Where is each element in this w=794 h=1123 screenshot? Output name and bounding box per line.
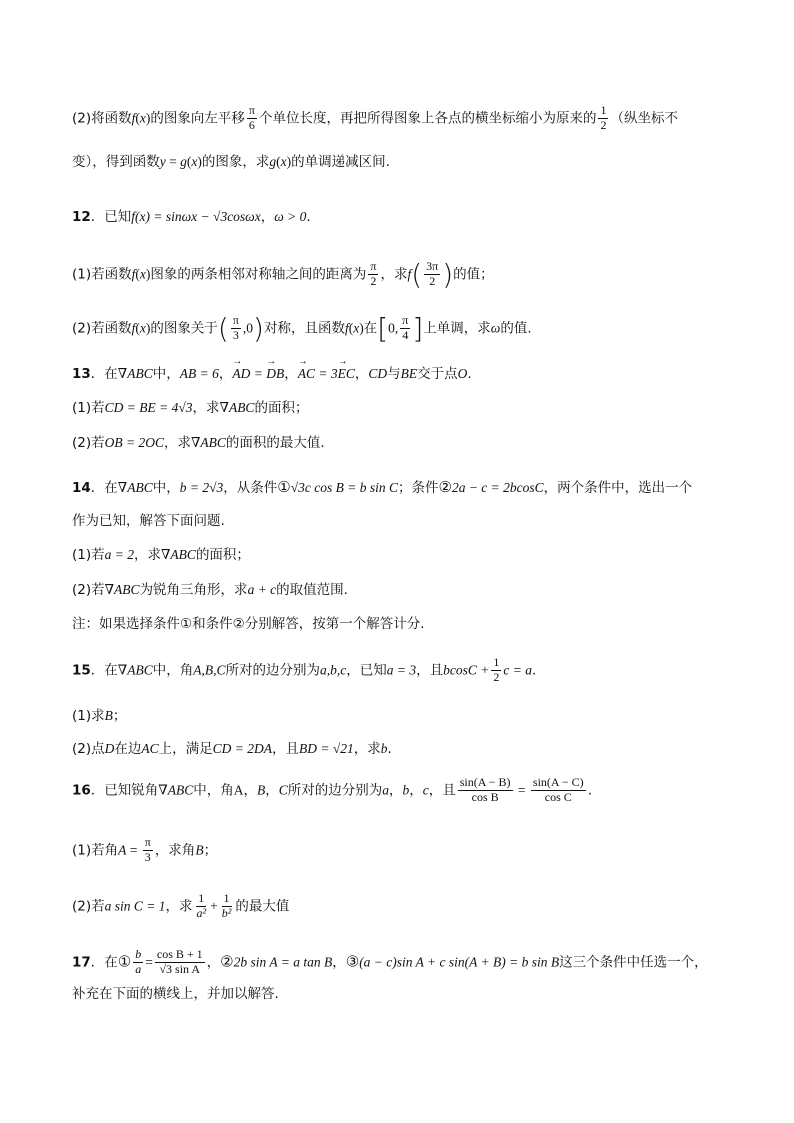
question-number: 12 — [72, 209, 91, 225]
q12-comma: ， — [260, 209, 275, 225]
question-number: 14 — [72, 480, 91, 496]
q16-part1-text-a: (1)若角 — [72, 842, 119, 859]
q16-part2-text-c: 的最大值 — [235, 898, 290, 915]
q12-part2-text-e: 上单调，求 — [423, 320, 491, 337]
q13-part1 — [72, 396, 308, 416]
q14-part1-cond: a = 2 — [104, 547, 134, 562]
q13-text-g: 与 — [387, 366, 401, 382]
q16-part1-text-b: ，求角 — [154, 842, 196, 859]
q13-text-e: ， — [354, 366, 369, 382]
q16-side-a: a — [382, 782, 389, 798]
q14-part1-text-b: ，求 — [134, 547, 161, 563]
q15-part2-text-e: ，且 — [272, 741, 299, 757]
q15-cond-f1: bcosC + — [443, 662, 490, 678]
q15-text-c: 所对的边分别为 — [225, 662, 320, 679]
q14-part1-text-a: (1)若 — [72, 547, 105, 563]
q16-text-a: ．已知锐角 — [90, 782, 159, 799]
q15-period: . — [387, 741, 392, 757]
q11-part2-text-a: (2)将函数 — [72, 110, 132, 127]
q13-stem — [72, 362, 472, 382]
q16-stem: 16．已知锐角∇ABC中，角A，B，C所对的边分别为a，b，c，且 $\frac{\sin(A - B)}{\text{cos B}}$ = $\frac{\sin(A - C)}{\text{cos C}}$ . — [72, 775, 592, 804]
q16-part2-text-a: (2)若 — [72, 898, 105, 915]
q14-part2-text-b: 为锐角三角形，求 — [139, 582, 248, 598]
q14-stem-line2 — [72, 509, 225, 529]
q16-side-b: b — [402, 782, 410, 798]
q17-cond3: (a − c)sin A + c sin(A + B) = b sin B — [359, 954, 560, 970]
frac-1-2: $\frac{1}{2}$ — [493, 655, 500, 684]
q11-part2-text-e: 变），得到函数 — [72, 154, 160, 170]
q12-part1-text-d: 的值； — [453, 266, 494, 283]
q14-stem — [72, 476, 692, 496]
question-number: 13 — [72, 366, 91, 382]
q14-cond1: √3c cos B = b sin C — [290, 480, 398, 495]
q16-frac1 — [458, 776, 513, 805]
q12-part2-text-a: (2)若函数 — [72, 320, 132, 337]
q15-text-d: ，已知 — [346, 662, 387, 679]
q15-part2 — [72, 737, 392, 757]
q13-part1-cond: CD = BE = 4√3 — [104, 400, 193, 415]
q14-part2-text-a: (2)若 — [72, 582, 105, 598]
q16-part1: (1)若角A = $\frac{\pi}{3}$ ，求角B； — [72, 835, 218, 864]
q11-part2-text-c: 个单位长度，再把所得图象上各点的横坐标缩小为原来的 — [258, 110, 597, 127]
q13-cond2: → AD = → DB — [232, 366, 284, 381]
q13-be: BE — [400, 366, 418, 381]
q16-part2-cond: a sin C = 1 — [104, 898, 166, 914]
q16-frac2-num: sin(A − C) — [532, 775, 584, 789]
circled-one: ① — [117, 952, 132, 971]
comma: ， — [389, 782, 403, 799]
q15-part1-b: B — [104, 708, 113, 723]
triangle-abc: ∇ABC — [117, 366, 153, 381]
question-number: 16 — [72, 782, 91, 799]
q15-part1-text: (1)求 — [72, 708, 105, 724]
q15-part2-cond1: CD = 2DA — [212, 741, 272, 756]
q13-text-c: ， — [218, 366, 233, 382]
q16-text-d: ，且 — [428, 782, 456, 799]
q14-note — [72, 612, 425, 632]
frac-1-b2: $\frac{1}{\text{b²}}$ — [221, 891, 232, 920]
q17-cond2: 2b sin A = a tan B — [233, 954, 333, 970]
q12-part2-text-b: 的图象关于 — [150, 320, 218, 337]
q15-part2-text-f: ，求 — [353, 741, 381, 757]
q16-frac2-den: cos C — [544, 789, 572, 804]
q17-text-b: ， — [206, 954, 221, 971]
comma: ， — [265, 782, 279, 799]
q14-text-line2: 作为已知，解答下面问题. — [72, 513, 225, 529]
circled-two: ② — [438, 478, 452, 496]
q15-angles: A,B,C — [193, 662, 226, 678]
frac-pi-3: $\frac{\pi}{3}$ — [144, 835, 151, 864]
q12-stem-text: ．已知 — [90, 209, 132, 225]
q15-point-d: D — [104, 741, 115, 756]
q13-text-i: 交于点 — [417, 366, 458, 382]
q17-text-line2: 补充在下面的横线上，并加以解答. — [72, 986, 279, 1002]
math-fx: f — [131, 110, 136, 126]
comma: ， — [243, 782, 257, 799]
q17-frac-den: √3 sin A — [159, 961, 201, 976]
q15-text-e: ，且 — [416, 662, 444, 679]
q15-part2-text-a: (2)点 — [72, 741, 105, 757]
q15-part2-text-c: 上，满足 — [158, 741, 213, 757]
q17-text-a: ．在 — [90, 954, 118, 971]
q14-cond-b: b = 2√3 — [179, 480, 224, 495]
q11-part2-text-g: 的单调递减区间. — [291, 154, 390, 170]
comma: ， — [409, 782, 423, 799]
q13-part1-text-b: ，求 — [192, 400, 220, 416]
q15-text-a: ．在 — [90, 662, 118, 679]
triangle-abc: ∇ABC — [104, 582, 140, 597]
q16-frac1-num: sin(A − B) — [459, 775, 511, 789]
q14-part1 — [72, 543, 250, 563]
q16-frac1-den: cos B — [471, 789, 499, 804]
q15-cond-a: a = 3 — [386, 662, 417, 678]
frac-1-2: $\frac{1}{2}$ — [600, 103, 607, 132]
q15-part2-text-b: 在边 — [114, 741, 142, 757]
frac-1-a2: $\frac{1}{\text{a²}}$ — [196, 891, 207, 920]
q15-part2-b: b — [380, 741, 388, 756]
q16-side-c: c — [422, 782, 429, 798]
triangle-abc: ∇ABC — [117, 480, 153, 495]
q17-text-c: ， — [332, 954, 346, 971]
q13-cd: CD — [368, 366, 388, 381]
q16-part2: (2)若a sin C = 1，求 $\frac{1}{\text{a²}}$ + $\frac{1}{\text{b²}}$ 的最大值 — [72, 891, 290, 920]
question-number: 17 — [72, 954, 91, 971]
triangle-abc: ∇ABC — [158, 782, 194, 798]
q16-text-c: 所对的边分别为 — [287, 782, 383, 799]
circled-three: ③ — [345, 952, 360, 971]
q16-period: . — [587, 782, 592, 799]
frac-b-a: $\frac{b}{a}$ — [135, 947, 142, 976]
q13-part1-text-c: 的面积； — [254, 400, 309, 416]
q15-stem — [72, 656, 536, 685]
q12-part2-text-c: 对称，且函数 — [263, 320, 345, 337]
q16-part1-b: B — [195, 842, 204, 858]
q13-text-a: ．在 — [90, 366, 118, 382]
q15-sides: a,b,c — [319, 662, 347, 678]
q12-part2: (2)若函数f(x)的图象关于( $\frac{\pi}{3}$ ,0)对称，且函数f(x)在[0, $\frac{\pi}{4}$ ]上单调，求ω的值. — [72, 312, 532, 345]
q13-cond1: AB = 6 — [179, 366, 219, 381]
triangle-abc: ∇ABC — [190, 435, 226, 450]
q13-period: . — [467, 366, 472, 382]
q15-side-ac: AC — [141, 741, 159, 756]
q16-angle-a: A — [233, 782, 244, 798]
q12-part1-text-b: 图象的两条相邻对称轴之间的距离为 — [150, 266, 367, 283]
q12-period: . — [306, 209, 311, 225]
q16-angle-b: B — [256, 782, 266, 798]
q15-part2-cond2: BD = √21 — [299, 741, 354, 756]
q17-frac-num: cos B + 1 — [156, 947, 203, 961]
q14-text-e: ，两个条件中，选出一个 — [543, 480, 693, 496]
frac-pi-4: $\frac{\pi}{4}$ — [402, 313, 409, 342]
q16-part1-semicolon: ； — [203, 842, 218, 859]
q12-part1-text-a: (1)若函数 — [72, 266, 132, 283]
q13-part2-text-a: (2)若 — [72, 435, 105, 451]
q16-text-b: 中，角 — [193, 782, 234, 799]
question-number: 15 — [72, 662, 91, 679]
q13-part2-text-c: 的面积的最大值. — [225, 435, 325, 451]
q14-text-c: ，从条件 — [223, 480, 278, 496]
q11-part2-line2: 变），得到函数y = g(x)的图象，求g(x)的单调递减区间. — [72, 154, 390, 170]
q14-part2 — [72, 578, 348, 598]
q13-cond3: → AC = 3→ EC — [298, 366, 355, 381]
q13-part2 — [72, 431, 325, 451]
frac-pi-6: $\frac{\pi}{6}$ — [248, 103, 255, 132]
q13-point-o: O — [457, 366, 468, 381]
triangle-abc: ∇ABC — [117, 662, 153, 678]
q15-cond-f2: c = a — [503, 662, 532, 678]
q14-cond2: 2a − c = 2bcosC — [451, 480, 544, 495]
circled-one: ① — [277, 478, 291, 496]
q17-text-d: 这三个条件中任选一个， — [559, 954, 708, 971]
q17-stem: 17．在① $\frac{b}{a}$ = $\frac{\text{cos B + 1}}{\text{√3 sin A}}$ ，②2b sin A = a tan B，③(a − c)sin A + c sin(A + B) = b sin B这三个条件中任选一个， — [72, 947, 708, 976]
q13-part1-text-a: (1)若 — [72, 400, 105, 416]
q12-part1: (1)若函数f(x)图象的两条相邻对称轴之间的距离为 $\frac{\pi}{2}$ ，求f( $\frac{3\pi}{2}$ )的值； — [72, 258, 494, 291]
q14-part2-text-c: 的取值范围. — [276, 582, 348, 598]
q12-part1-text-c: ，求 — [380, 266, 408, 283]
q11-part2-line1: (2)将函数f(x)的图象向左平移 $\frac{\pi}{6}$ 个单位长度，再把所得图象上各点的横坐标缩小为原来的 $\frac{1}{2}$ （纵坐标不 — [72, 103, 678, 132]
frac-pi-2: $\frac{\pi}{2}$ — [370, 259, 377, 288]
q15-text-b: 中，角 — [152, 662, 194, 679]
frac-pi-3: $\frac{\pi}{3}$ — [232, 313, 239, 342]
q16-frac2 — [531, 776, 586, 805]
q13-part2-cond: OB = 2OC — [104, 435, 164, 450]
q13-text-b: 中， — [152, 366, 180, 382]
q12-stem — [72, 205, 311, 225]
q13-text-d: ， — [284, 366, 298, 382]
q16-part2-text-b: ，求 — [165, 898, 193, 915]
triangle-abc: ∇ABC — [219, 400, 255, 415]
q14-text-d: ；条件 — [397, 480, 439, 496]
q17-frac — [155, 948, 205, 977]
q13-part2-text-b: ，求 — [163, 435, 191, 451]
q16-angle-c: C — [278, 782, 288, 798]
triangle-abc: ∇ABC — [161, 547, 196, 562]
q15-period: . — [531, 662, 537, 679]
q12-formula: f(x) = sinωx − √3cosωx — [131, 209, 261, 224]
q11-part2-text-b: 的图象向左平移 — [150, 110, 245, 127]
q12-condition: ω > 0 — [274, 209, 307, 224]
q11-part2-text-d: （纵坐标不 — [610, 110, 678, 127]
q17-line2 — [72, 982, 279, 1002]
q14-note-text: 注：如果选择条件①和条件②分别解答，按第一个解答计分. — [72, 616, 425, 632]
q14-text-a: ．在 — [90, 480, 118, 496]
q14-text-b: 中， — [152, 480, 180, 496]
q12-part2-text-d: 在 — [363, 320, 378, 337]
circled-two: ② — [220, 952, 234, 971]
q15-part1 — [72, 704, 126, 724]
q15-part1-semicolon: ； — [112, 708, 127, 724]
frac-3pi-2: $\frac{3\pi}{2}$ — [426, 259, 439, 288]
q11-part2-text-f: 的图象，求 — [201, 154, 270, 170]
q14-part2-expr: a + c — [247, 582, 277, 597]
q12-part2-text-f: 的值. — [500, 320, 532, 337]
q14-part1-text-c: 的面积； — [195, 547, 250, 563]
